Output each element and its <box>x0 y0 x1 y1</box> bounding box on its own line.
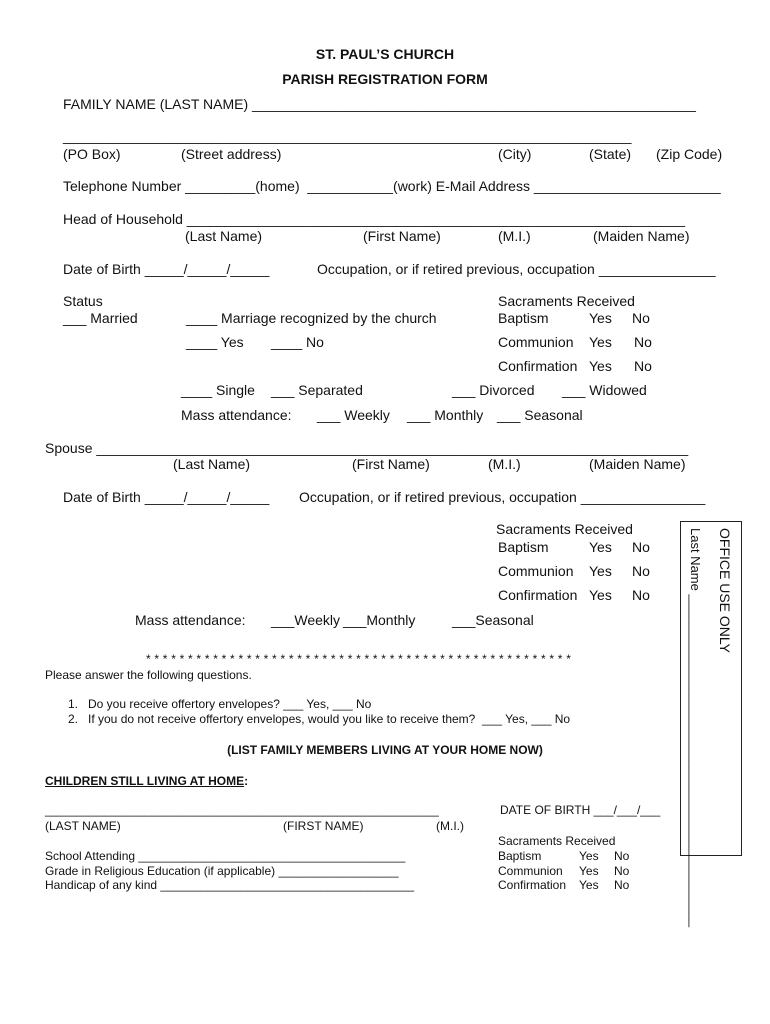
separator-stars: * * * * * * * * * * * * * * * * * * * * * * * * * * * * * * * * * * * * * * * * * * * * * * * * * * * <box>146 652 572 666</box>
status-label: Status <box>63 293 103 309</box>
spouse-maiden-label: (Maiden Name) <box>589 456 686 472</box>
head-sacraments-title: Sacraments Received <box>498 293 635 309</box>
form-title: PARISH REGISTRATION FORM <box>282 71 488 87</box>
spouse-first-name-label: (First Name) <box>352 456 430 472</box>
head-communion-yes[interactable]: Yes <box>589 334 612 350</box>
spouse-baptism-label: Baptism <box>498 539 549 555</box>
spouse-last-name-label: (Last Name) <box>173 456 251 472</box>
head-occupation-field[interactable]: Occupation, or if retired previous, occupation _______________ <box>317 261 716 277</box>
head-first-name-label: (First Name) <box>363 228 441 244</box>
spouse-confirmation-label: Confirmation <box>498 587 578 603</box>
spouse-communion-no[interactable]: No <box>632 563 650 579</box>
children-heading-wrap <box>45 774 248 788</box>
spouse-communion-yes[interactable]: Yes <box>589 563 612 579</box>
child-communion-no[interactable]: No <box>614 864 630 878</box>
spouse-confirmation-yes[interactable]: Yes <box>589 587 612 603</box>
head-seasonal-option[interactable]: ___ Seasonal <box>497 407 583 423</box>
handicap-field[interactable]: Handicap of any kind ______________________________________ <box>45 878 415 892</box>
recognized-yes-option[interactable]: ____ Yes <box>186 334 244 350</box>
spouse-monthly-option[interactable]: ___Monthly <box>343 612 416 628</box>
spouse-dob-field[interactable]: Date of Birth _____/_____/_____ <box>63 489 270 505</box>
city-label: (City) <box>498 146 532 162</box>
head-mass-label: Mass attendance: <box>181 407 292 423</box>
recognized-no-option[interactable]: ____ No <box>271 334 324 350</box>
separated-option[interactable]: ___ Separated <box>271 382 363 398</box>
spouse-sacraments-title: Sacraments Received <box>496 521 633 537</box>
single-option[interactable]: ____ Single <box>181 382 255 398</box>
child-last-name-label: (LAST NAME) <box>45 819 121 833</box>
married-option[interactable]: ___ Married <box>63 310 138 326</box>
child-communion-yes[interactable]: Yes <box>579 864 599 878</box>
spouse-baptism-yes[interactable]: Yes <box>589 539 612 555</box>
head-mi-label: (M.I.) <box>498 228 531 244</box>
head-monthly-option[interactable]: ___ Monthly <box>407 407 484 423</box>
head-communion-no[interactable]: No <box>634 334 652 350</box>
child-first-name-label: (FIRST NAME) <box>283 819 364 833</box>
head-maiden-label: (Maiden Name) <box>593 228 690 244</box>
spouse-mass-label: Mass attendance: <box>135 612 246 628</box>
head-last-name-label: (Last Name) <box>185 228 263 244</box>
office-use-box <box>680 521 742 928</box>
spouse-occupation-field[interactable]: Occupation, or if retired previous, occupation ________________ <box>299 489 706 505</box>
child-baptism-yes[interactable]: Yes <box>579 849 599 863</box>
child-communion-label: Communion <box>498 864 563 878</box>
child-sacraments-title: Sacraments Received <box>498 834 616 848</box>
marriage-recognized-option[interactable]: ____ Marriage recognized by the church <box>186 310 437 326</box>
head-weekly-option[interactable]: ___ Weekly <box>317 407 390 423</box>
head-confirmation-no[interactable]: No <box>634 358 652 374</box>
child-confirmation-yes[interactable]: Yes <box>579 878 599 892</box>
po-box-label: (PO Box) <box>63 146 121 162</box>
child-confirmation-label: Confirmation <box>498 878 567 892</box>
children-heading-colon: : <box>244 774 249 788</box>
street-label: (Street address) <box>181 146 282 162</box>
head-dob-field[interactable]: Date of Birth _____/_____/_____ <box>63 261 270 277</box>
spouse-confirmation-no[interactable]: No <box>632 587 650 603</box>
grade-field[interactable]: Grade in Religious Education (if applicable) __________________ <box>45 864 399 878</box>
telephone-field[interactable]: Telephone Number _________(home) ___________(work) E-Mail Address ________________________ <box>63 178 721 194</box>
question-2[interactable]: 2. If you do not receive offertory envelopes, would you like to receive them? ___ Yes, ___ No <box>68 712 571 726</box>
spouse-seasonal-option[interactable]: ___Seasonal <box>452 612 534 628</box>
child-baptism-label: Baptism <box>498 849 542 863</box>
address-field[interactable]: _________________________________________________________________________ <box>63 128 632 144</box>
child-confirmation-no[interactable]: No <box>614 878 630 892</box>
head-communion-label: Communion <box>498 334 574 350</box>
office-last-name-field[interactable]: Last Name ______________________________________________ <box>688 528 703 928</box>
child-mi-label: (M.I.) <box>436 819 464 833</box>
family-name-field[interactable]: FAMILY NAME (LAST NAME) _________________________________________________________ <box>63 96 696 112</box>
widowed-option[interactable]: ___ Widowed <box>562 382 647 398</box>
zip-label: (Zip Code) <box>656 146 723 162</box>
child-name-field[interactable]: ___________________________________________________________ <box>45 803 439 817</box>
spouse-communion-label: Communion <box>498 563 574 579</box>
head-of-household-field[interactable]: Head of Household ________________________________________________________________ <box>63 211 686 227</box>
state-label: (State) <box>589 146 632 162</box>
head-baptism-label: Baptism <box>498 310 549 326</box>
spouse-mi-label: (M.I.) <box>488 456 521 472</box>
office-use-label: OFFICE USE ONLY <box>717 528 733 653</box>
list-family-heading: (LIST FAMILY MEMBERS LIVING AT YOUR HOME NOW) <box>227 743 543 757</box>
spouse-baptism-no[interactable]: No <box>632 539 650 555</box>
head-confirmation-label: Confirmation <box>498 358 578 374</box>
school-field[interactable]: School Attending ________________________________________ <box>45 849 406 863</box>
head-baptism-no[interactable]: No <box>632 310 650 326</box>
head-confirmation-yes[interactable]: Yes <box>589 358 612 374</box>
question-1[interactable]: 1. Do you receive offertory envelopes? ___ Yes, ___ No <box>68 697 372 711</box>
church-title: ST. PAUL’S CHURCH <box>315 46 455 62</box>
spouse-field[interactable]: Spouse ____________________________________________________________________________ <box>45 440 689 456</box>
child-dob-field[interactable]: DATE OF BIRTH ___/___/___ <box>500 803 661 817</box>
spouse-weekly-option[interactable]: ___Weekly <box>271 612 341 628</box>
divorced-option[interactable]: ___ Divorced <box>452 382 535 398</box>
questions-intro: Please answer the following questions. <box>45 668 252 682</box>
children-heading: CHILDREN STILL LIVING AT HOME <box>45 774 245 788</box>
child-baptism-no[interactable]: No <box>614 849 630 863</box>
head-baptism-yes[interactable]: Yes <box>589 310 612 326</box>
